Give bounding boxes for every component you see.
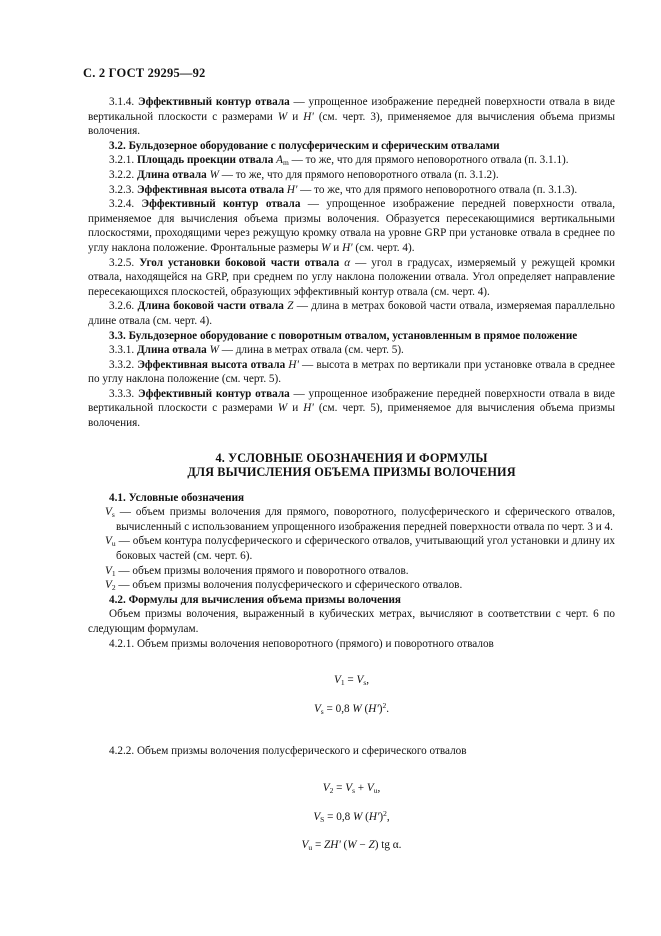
- f-op: ): [379, 810, 384, 823]
- formula-vu: [88, 838, 615, 853]
- clause-4-2-2: 4.2.2. Объем призмы волочения полусферического и сферического отвалов: [109, 745, 467, 758]
- f-sym: V: [313, 702, 321, 715]
- formula-v2: [88, 781, 615, 796]
- f-sub: u: [373, 785, 378, 795]
- clause-text: — то же, что для прямого неповоротного отвала (п. 3.1.3).: [297, 183, 578, 196]
- var-a-sub: m: [282, 158, 289, 168]
- heading-3-3: [88, 329, 615, 344]
- f-tail: ,: [366, 674, 370, 687]
- f-op: =: [344, 674, 357, 687]
- symbol: V: [105, 506, 112, 519]
- subsection-heading: 4.1. Условные обозначения: [109, 491, 245, 504]
- f-sym: V: [301, 839, 309, 852]
- f-sym: Z: [368, 839, 375, 852]
- clause-term: Эффективная высота отвала: [136, 183, 285, 196]
- var-w: W: [321, 241, 331, 254]
- f-pow: 2: [383, 808, 387, 818]
- clause-number: 3.2.2.: [109, 168, 135, 181]
- clause-text: — длина в метрах боковой части отвала, измеряемая параллельно длине отвала (см. черт. 4).: [88, 300, 616, 327]
- f-op: (: [362, 810, 369, 823]
- f-sub: s: [320, 706, 324, 716]
- clause-text: — угол в градусах, измеряемый у режущей кромки отвала, находящейся на GRP, при среднем по углу наклона положении отвала. Угол определяет направление пересекающихся плоскостей, образующих эффективный контур отвала (см. черт. 4).: [88, 256, 616, 298]
- f-sub: s: [363, 678, 367, 688]
- def-vu: [88, 534, 615, 563]
- var-w: W: [277, 110, 288, 123]
- symbol-sub: u: [111, 539, 116, 549]
- f-sym: V: [345, 781, 353, 794]
- clause-3-1-4: [88, 95, 615, 139]
- f-op: −: [356, 839, 369, 852]
- f-sub: 2: [329, 785, 334, 795]
- definition-text: — объем призмы волочения прямого и поворотного отвалов.: [115, 564, 409, 577]
- f-sym: V: [322, 781, 330, 794]
- f-op: ): [378, 702, 383, 715]
- clause-3-2-5: [88, 256, 615, 300]
- symbol: V: [105, 535, 112, 548]
- conj: и: [330, 241, 343, 254]
- f-op: = 0,8: [323, 702, 353, 715]
- f-tail: ,: [377, 781, 381, 794]
- clause-term: Эффективная высота отвала: [137, 358, 286, 371]
- document-body: [88, 95, 615, 853]
- f-sub: u: [308, 843, 313, 853]
- subsection-heading: 3.2. Бульдозерное оборудование с полусферическим и сферическим отвалами: [109, 139, 500, 152]
- var-h: H': [342, 241, 353, 254]
- clause-4-2-1: 4.2.1. Объем призмы волочения неповоротного (прямого) и поворотного отвалов: [109, 637, 494, 650]
- f-sym: H': [368, 702, 379, 715]
- f-sym: W: [352, 702, 362, 715]
- clause-text: (см. черт. 3), применяемое для вычисления объема призмы волочения.: [88, 110, 615, 138]
- f-op: =: [333, 781, 346, 794]
- formula-vs: [88, 702, 615, 717]
- clause-number: 3.2.4.: [109, 198, 135, 211]
- clause-text: — то же, что для прямого неповоротного отвала (п. 3.1.2).: [218, 168, 499, 181]
- var-h: H': [288, 358, 299, 371]
- f-sub: s: [352, 785, 355, 795]
- clause-3-2-4: [88, 197, 615, 255]
- f-tail: ,: [386, 810, 390, 823]
- clause-text: (см. черт. 4).: [352, 241, 415, 254]
- clause-number: 3.2.6.: [109, 300, 135, 313]
- clause-term: Эффективный контур отвала: [141, 198, 301, 211]
- var-h: H': [303, 110, 314, 123]
- var-alpha: α: [344, 256, 351, 269]
- section-title-line2: ДЛЯ ВЫЧИСЛЕНИЯ ОБЪЕМА ПРИЗМЫ ВОЛОЧЕНИЯ: [187, 465, 516, 480]
- conj: и: [287, 110, 304, 123]
- f-sym: W: [353, 810, 363, 823]
- f-sym: W: [347, 839, 357, 852]
- f-sub: S: [320, 814, 325, 824]
- f-sub: 1: [340, 678, 345, 688]
- var-w: W: [209, 168, 219, 181]
- clause-number: 3.2.3.: [109, 183, 135, 196]
- symbol: V: [105, 579, 112, 592]
- clause-text: — длина в метрах отвала (см. черт. 5).: [218, 344, 404, 357]
- f-op: +: [354, 781, 367, 794]
- clause-text: — упрощенное изображение передней поверхности отвала в виде вертикальной плоскости с размерами: [88, 387, 615, 415]
- clause-text: — упрощенное изображение передней поверхности отвала, применяемое для вычисления объема призмы волочения. Образуется пересекающимися вертикальными плоскостями, проходящими через режущую кромку отвала на уровне GRP при установке отвала в среднее по углу наклона положение. Фронтальные размеры: [88, 198, 616, 254]
- f-tail: .: [386, 702, 390, 715]
- heading-3-2: [88, 139, 615, 154]
- var-a: A: [276, 154, 283, 167]
- formula-v1: [88, 673, 615, 688]
- subsection-heading: 3.3. Бульдозерное оборудование с поворотным отвалом, установленным в прямое положение: [109, 329, 578, 342]
- clause-3-2-3: [88, 183, 615, 198]
- clause-term: Длина отвала: [136, 168, 207, 181]
- conj: и: [287, 402, 304, 415]
- definition-text: — объем призмы волочения полусферического и сферического отвалов.: [115, 579, 463, 592]
- clause-text: — то же, что для прямого неповоротного отвала (п. 3.1.1).: [288, 154, 569, 167]
- clause-term: Эффективный контур отвала: [137, 387, 290, 400]
- clause-3-3-2: [88, 358, 615, 387]
- formula-vs2: [88, 810, 615, 825]
- heading-4-1: [88, 491, 615, 506]
- symbol-sub: 1: [111, 568, 116, 578]
- f-op: = 0,8: [324, 810, 354, 823]
- f-op: (: [340, 839, 348, 852]
- f-pow: 2: [382, 700, 387, 710]
- clause-text: — высота в метрах по вертикали при установке отвала в среднее по углу наклона положение (см. черт. 5).: [88, 358, 616, 386]
- f-sym: V: [366, 781, 374, 794]
- definition-text: — объем контура полусферического и сферического отвалов, учитывающий угол установки и длину их боковых частей (см. черт. 6).: [115, 535, 615, 563]
- f-op: ): [374, 839, 379, 852]
- definition-text: — объем призмы волочения для прямого, поворотного, полусферического и сферического отвалов, вычисленный с использованием упрощенного изображения передней поверхности отвала по черт. 3 и 4.: [114, 506, 615, 533]
- f-tail: tg α.: [378, 839, 402, 852]
- clause-number: 3.3.3.: [109, 387, 135, 400]
- clause-number: 3.1.4.: [109, 96, 135, 108]
- var-z: Z: [287, 300, 294, 313]
- clause-text: (см. черт. 5), применяемое для вычисления объема призмы волочения.: [88, 402, 615, 430]
- clause-number: 3.2.1.: [109, 154, 135, 167]
- clause-term: Эффективный контур отвала: [137, 96, 290, 108]
- page-header: С. 2 ГОСТ 29295—92: [83, 66, 206, 80]
- var-h: H': [286, 183, 298, 196]
- clause-term: Площадь проекции отвала: [136, 154, 274, 167]
- clause-number: 3.2.5.: [109, 256, 135, 269]
- paragraph-4-2: Объем призмы волочения, выраженный в кубических метрах, вычисляют в соответствии с черт. 6 по следующим формулам.: [88, 608, 615, 635]
- clause-3-2-2: [88, 168, 615, 183]
- f-op: (: [361, 702, 369, 715]
- section-4-title: [88, 451, 615, 480]
- var-h: H': [303, 402, 314, 415]
- var-w: W: [209, 344, 219, 357]
- f-op: =: [312, 839, 325, 852]
- symbol: V: [105, 564, 112, 577]
- clause-3-2-6: [88, 299, 615, 328]
- def-vs: [88, 505, 615, 534]
- section-title-line1: 4. УСЛОВНЫЕ ОБОЗНАЧЕНИЯ И ФОРМУЛЫ: [215, 450, 488, 465]
- clause-term: Угол установки боковой части отвала: [139, 256, 340, 269]
- def-v1: [88, 564, 615, 579]
- symbol-sub: 2: [111, 583, 116, 593]
- f-sym: H': [368, 810, 380, 823]
- heading-4-2: [88, 593, 615, 608]
- clause-3-3-1: [88, 343, 615, 358]
- var-w: W: [277, 402, 288, 415]
- def-v2: [88, 578, 615, 593]
- subsection-heading: 4.2. Формулы для вычисления объема призмы волочения: [109, 593, 401, 606]
- clause-number: 3.3.1.: [109, 344, 135, 357]
- f-sym: ZH': [324, 839, 341, 852]
- f-sym: V: [313, 810, 321, 823]
- symbol-sub: s: [111, 510, 115, 520]
- f-sym: V: [356, 674, 364, 687]
- clause-term: Длина отвала: [136, 344, 207, 357]
- clause-number: 3.3.2.: [109, 358, 135, 371]
- clause-text: — упрощенное изображение передней поверхности отвала в виде вертикальной плоскости с размерами: [88, 96, 615, 123]
- clause-3-3-3: [88, 387, 615, 431]
- f-sym: V: [333, 674, 341, 687]
- clause-term: Длина боковой части отвала: [137, 300, 284, 313]
- clause-3-2-1: [88, 153, 615, 168]
